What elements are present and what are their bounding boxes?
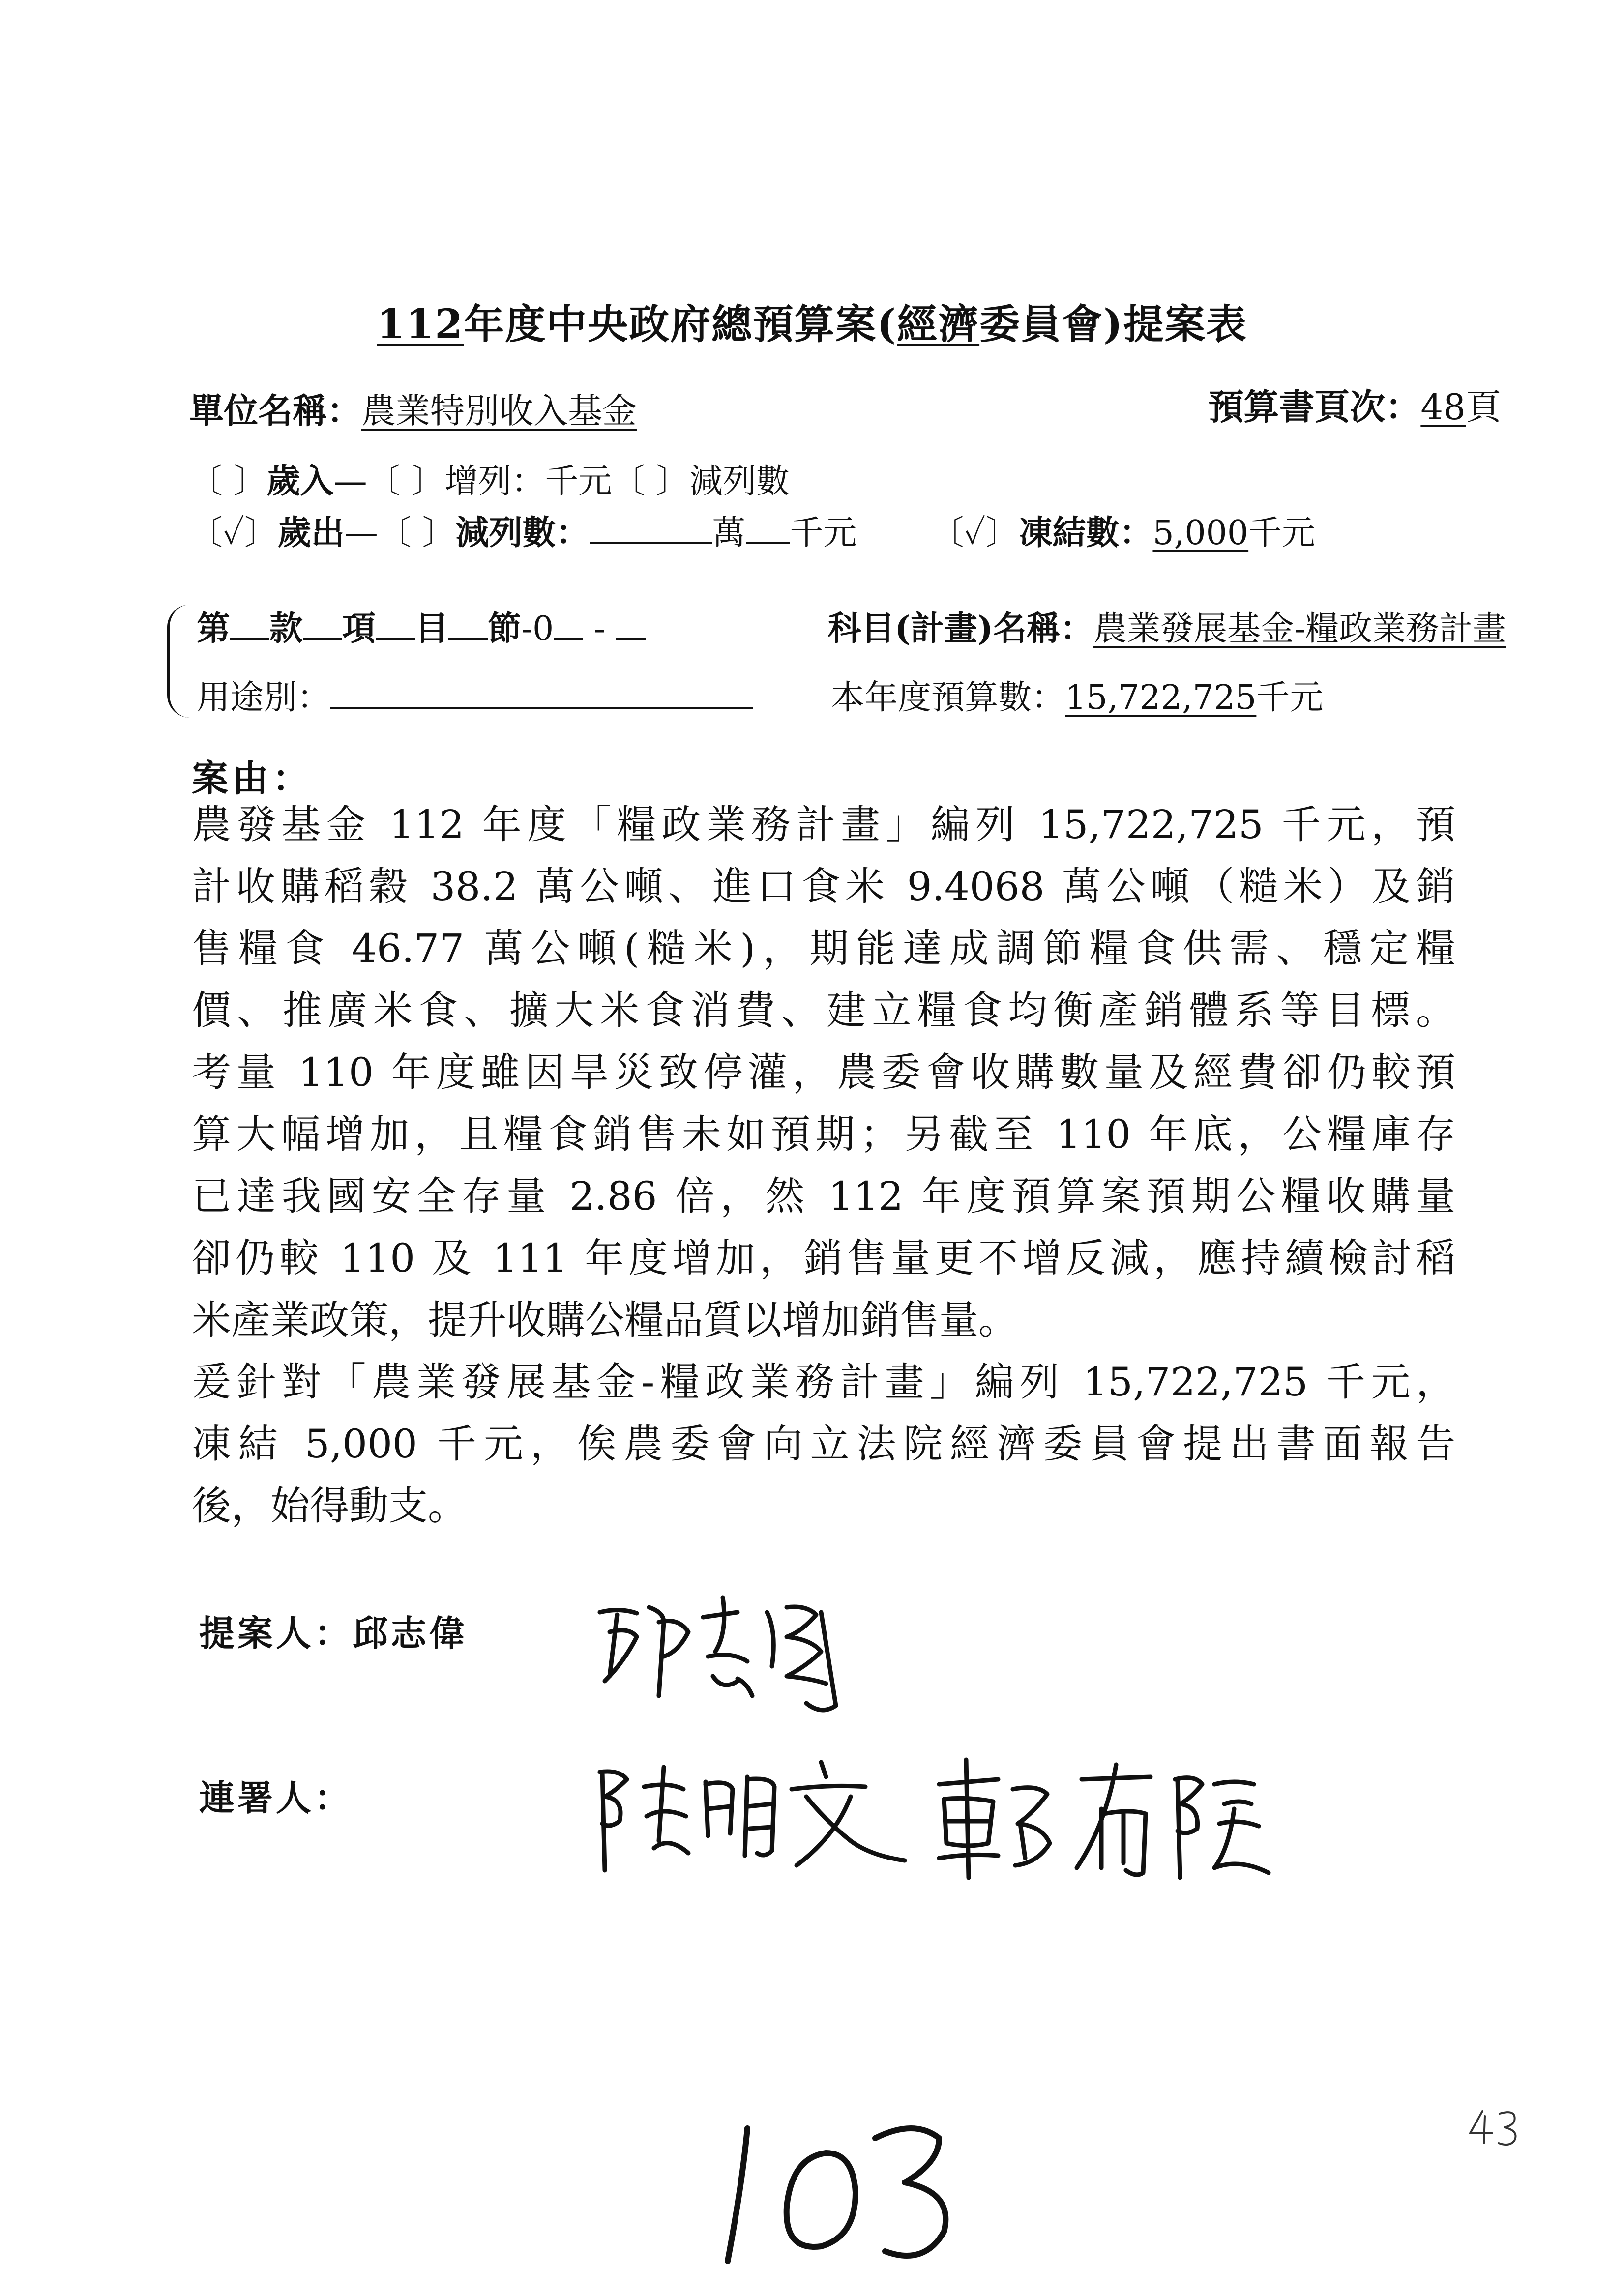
jie-sub-blank[interactable] bbox=[554, 605, 583, 640]
freeze-checkbox[interactable]: 〔✓〕 bbox=[930, 514, 1019, 552]
page-reference bbox=[1208, 378, 1501, 430]
reason-label: 案由： bbox=[192, 757, 313, 800]
mu-blank[interactable] bbox=[376, 605, 415, 640]
unit-name-label: 單位名稱： bbox=[189, 390, 361, 431]
decrease-wan-blank[interactable] bbox=[590, 509, 712, 544]
jie-label: 節 bbox=[488, 609, 522, 648]
form-title bbox=[0, 292, 1624, 350]
mu-label: 目 bbox=[415, 609, 449, 648]
expenditure-decrease-checkbox[interactable]: —〔 〕 bbox=[344, 514, 456, 552]
reason-line: 價、推廣米食、擴大米食消費、建立糧食均衡產銷體系等目標。 bbox=[192, 988, 1455, 1033]
revenue-increase-checkbox[interactable]: —〔 〕 bbox=[333, 462, 445, 501]
qian-unit: 千元 bbox=[790, 514, 857, 552]
cosigner-signature-lai bbox=[919, 1745, 1273, 1892]
page-ref-label: 預算書頁次： bbox=[1208, 386, 1421, 428]
section-row bbox=[197, 602, 646, 650]
proposer-signature bbox=[590, 1578, 856, 1725]
kuan-blank[interactable] bbox=[230, 605, 269, 640]
jie-value: -0 bbox=[521, 610, 554, 648]
usage-row bbox=[197, 671, 753, 719]
subject-value: 農業發展基金-糧政業務計畫 bbox=[1093, 610, 1506, 648]
reason-line: 考量 110 年度雖因旱災致停灌，農委會收購數量及經費卻仍較預 bbox=[192, 1049, 1455, 1095]
budget-value: 15,722,725 bbox=[1065, 678, 1257, 717]
reason-line: 後，始得動支。 bbox=[192, 1483, 467, 1529]
expenditure-checkbox[interactable]: 〔✓〕 bbox=[189, 514, 278, 552]
reason-line: 售糧食 46.77 萬公噸(糙米)，期能達成調節糧食供需、穩定糧 bbox=[192, 926, 1455, 971]
handwritten-page-number bbox=[708, 2109, 983, 2276]
unit-name-value: 農業特別收入基金 bbox=[361, 391, 637, 431]
cosigner-label: 連署人： bbox=[199, 1777, 353, 1819]
freeze-label: 凍結數： bbox=[1019, 513, 1153, 552]
decrease-qian-blank[interactable] bbox=[746, 509, 790, 544]
di-label: 第 bbox=[197, 609, 231, 648]
freeze-value: 5,000 bbox=[1152, 514, 1249, 552]
jie-end-blank[interactable] bbox=[616, 605, 646, 640]
reason-line: 算大幅增加，且糧食銷售未如預期；另截至 110 年底，公糧庫存 bbox=[192, 1111, 1455, 1157]
wan-unit: 萬 bbox=[712, 514, 746, 552]
title-committee: 經濟 bbox=[897, 301, 980, 348]
unit-name-row bbox=[189, 383, 637, 433]
freeze-unit: 千元 bbox=[1248, 514, 1316, 552]
jie-blank[interactable] bbox=[448, 605, 488, 640]
cosigner-signature-chen bbox=[590, 1743, 915, 1890]
revenue-checkbox[interactable]: 〔 〕 bbox=[189, 462, 267, 501]
proposer-label: 提案人：邱志偉 bbox=[199, 1612, 468, 1654]
title-part2: 委員會)提案表 bbox=[979, 301, 1247, 348]
page-ref-suffix: 頁 bbox=[1465, 386, 1501, 428]
reason-line: 卻仍較 110 及 111 年度增加，銷售量更不增反減，應持續檢討稻 bbox=[192, 1235, 1455, 1281]
usage-label: 用途別： bbox=[197, 678, 331, 717]
budget-label: 本年度預算數： bbox=[831, 678, 1065, 717]
xiang-blank[interactable] bbox=[303, 605, 342, 640]
revenue-row bbox=[189, 455, 790, 502]
subject-label: 科目(計畫)名稱： bbox=[827, 609, 1094, 648]
title-year: 112 bbox=[377, 301, 464, 348]
section-dash: - bbox=[583, 610, 616, 648]
reason-line: 農發基金 112 年度「糧政業務計畫」編列 15,722,725 千元，預 bbox=[192, 802, 1455, 847]
subject-row bbox=[828, 602, 1506, 650]
reason-line: 已達我國安全存量 2.86 倍，然 112 年度預算案預期公糧收購量 bbox=[192, 1173, 1455, 1219]
revenue-decrease-text: 減列數 bbox=[689, 462, 790, 501]
xiang-label: 項 bbox=[342, 609, 376, 648]
usage-blank[interactable] bbox=[330, 673, 753, 709]
page-ref-value: 48 bbox=[1420, 386, 1466, 428]
reason-body bbox=[192, 794, 1455, 1537]
budget-row bbox=[831, 671, 1323, 719]
expenditure-decrease-label: 減列數： bbox=[455, 513, 590, 552]
section-bracket bbox=[167, 605, 194, 718]
expenditure-row bbox=[189, 506, 1315, 554]
reason-line: 計收購稻穀 38.2 萬公噸、進口食米 9.4068 萬公噸（糙米）及銷 bbox=[192, 864, 1455, 909]
handwritten-sheet-number bbox=[1465, 2104, 1524, 2148]
expenditure-label: 歲出 bbox=[277, 513, 345, 552]
reason-line: 凍結 5,000 千元，俟農委會向立法院經濟委員會提出書面報告 bbox=[192, 1421, 1455, 1467]
reason-line: 爰針對「農業發展基金-糧政業務計畫」編列 15,722,725 千元， bbox=[192, 1359, 1455, 1405]
revenue-increase-text: 增列：千元 bbox=[444, 462, 612, 501]
title-part1: 年度中央政府總預算案( bbox=[464, 301, 897, 348]
kuan-label: 款 bbox=[269, 609, 303, 648]
budget-unit: 千元 bbox=[1256, 678, 1324, 717]
reason-line: 米產業政策，提升收購公糧品質以增加銷售量。 bbox=[192, 1297, 1018, 1343]
revenue-decrease-checkbox[interactable]: 〔 〕 bbox=[612, 462, 689, 501]
revenue-label: 歲入 bbox=[266, 462, 334, 501]
